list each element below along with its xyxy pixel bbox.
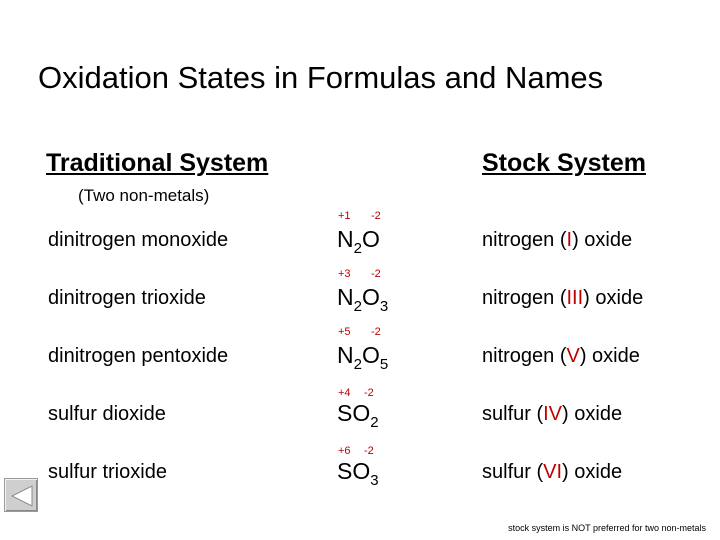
traditional-name: dinitrogen pentoxide (48, 345, 229, 367)
oxidation-state-first: +1 (338, 210, 351, 222)
roman-numeral: III (566, 287, 584, 309)
stock-name: nitrogen (I) oxide (482, 229, 633, 251)
roman-numeral: I (566, 229, 573, 251)
oxidation-state-second: -2 (371, 210, 381, 222)
traditional-name: sulfur dioxide (48, 403, 166, 425)
chemical-formula: $SO_2$ (337, 400, 379, 431)
oxidation-state-first: +4 (338, 387, 351, 399)
chemical-formula: $N_2O_5$ (337, 342, 389, 373)
oxidation-state-second: -2 (364, 387, 374, 399)
two-non-metals-subheading: (Two non-metals) (78, 186, 210, 205)
chemical-formula: $N_2O$ (337, 226, 380, 257)
oxidation-state-first: +3 (338, 268, 351, 280)
oxidation-state-second: -2 (371, 268, 381, 280)
stock-name: sulfur (VI) oxide (482, 461, 623, 483)
footnote: stock system is NOT preferred for two non-metals (508, 523, 706, 533)
roman-numeral: V (566, 345, 580, 367)
oxidation-state-second: -2 (364, 445, 374, 457)
back-arrow-icon (10, 485, 34, 507)
stock-system-heading: Stock System (482, 149, 646, 177)
chemical-formula: $SO_3$ (337, 458, 379, 489)
roman-numeral: VI (543, 461, 563, 483)
stock-name: sulfur (IV) oxide (482, 403, 623, 425)
traditional-name: sulfur trioxide (48, 461, 167, 483)
oxidation-state-second: -2 (371, 326, 381, 338)
traditional-name: dinitrogen monoxide (48, 229, 229, 251)
stock-name: nitrogen (III) oxide (482, 287, 644, 309)
traditional-name: dinitrogen trioxide (48, 287, 206, 309)
oxidation-state-first: +5 (338, 326, 351, 338)
back-button[interactable] (4, 478, 38, 512)
oxidation-state-first: +6 (338, 445, 351, 457)
stock-name: nitrogen (V) oxide (482, 345, 640, 367)
slide-title: Oxidation States in Formulas and Names (38, 60, 604, 95)
chemical-formula: $N_2O_3$ (337, 284, 389, 315)
traditional-system-heading: Traditional System (46, 149, 269, 177)
roman-numeral: IV (543, 403, 563, 425)
